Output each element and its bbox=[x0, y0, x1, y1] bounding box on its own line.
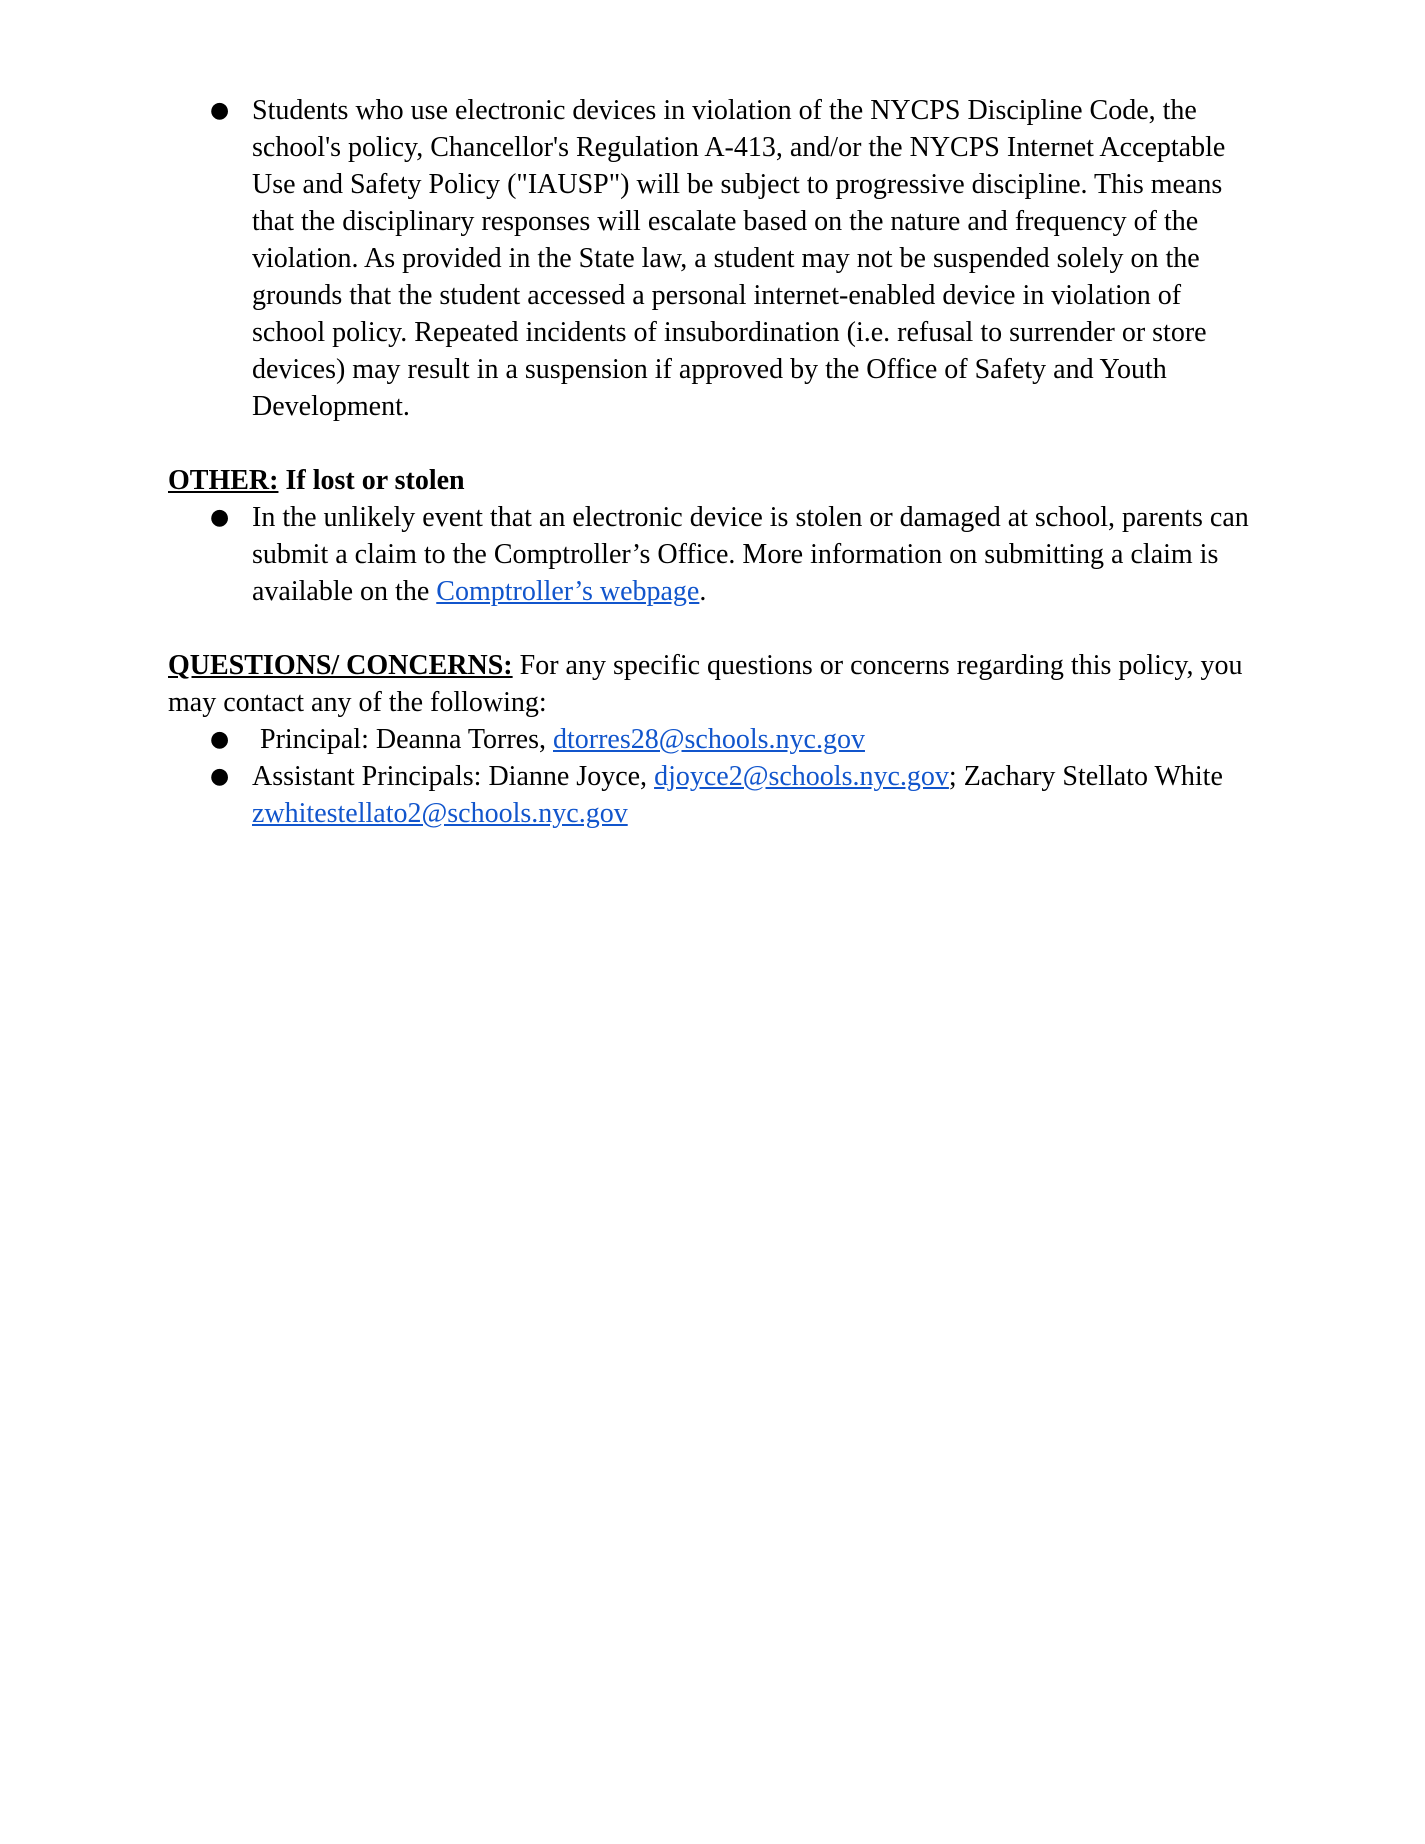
questions-label: QUESTIONS/ CONCERNS: bbox=[168, 650, 513, 681]
contact-prefix: Assistant Principals: Dianne Joyce, bbox=[252, 761, 655, 792]
other-text: In the unlikely event that an electronic device is stolen or damaged at school, parents can submit a claim to the Comptroller’s Office. More information on submitting a claim is available on the bbox=[252, 502, 1249, 607]
contact-prefix: Principal: Deanna Torres, bbox=[260, 724, 553, 755]
spacer bbox=[168, 610, 1258, 647]
spacer bbox=[168, 425, 1258, 462]
questions-paragraph bbox=[168, 647, 1258, 721]
contact-item-assistant-principals bbox=[168, 758, 1258, 832]
bullet-icon: ● bbox=[210, 727, 230, 752]
other-heading bbox=[168, 462, 1258, 499]
contacts-list bbox=[168, 721, 1258, 832]
list-item bbox=[168, 92, 1258, 425]
other-text-end: . bbox=[699, 576, 707, 607]
contact-item-principal bbox=[168, 721, 1258, 758]
principal-email-link[interactable]: dtorres28@schools.nyc.gov bbox=[553, 724, 865, 755]
discipline-text: Students who use electronic devices in violation of the NYCPS Discipline Code, the school's policy, Chancellor's Regulation A-413, and/or the NYCPS Internet Acceptable Use and Safety Policy ("IAUSP") will be subject to progressive discipline. This means that the disciplinary responses will escalate based on the nature and frequency of the violation. As provided in the State law, a student may not be suspended solely on the grounds that the student accessed a personal internet-enabled device in violation of school policy. Repeated incidents of insubordination (i.e. refusal to surrender or store devices) may result in a suspension if approved by the Office of Safety and Youth Development. bbox=[252, 95, 1226, 422]
questions-text: For any specific questions or concerns regarding this policy, you may contact any of the following: bbox=[168, 650, 1243, 718]
bullet-icon: ● bbox=[210, 764, 230, 789]
assistant-principal-email-link[interactable]: djoyce2@schools.nyc.gov bbox=[654, 761, 949, 792]
list-item bbox=[168, 499, 1258, 610]
contact-middle: ; Zachary Stellato White bbox=[948, 761, 1223, 792]
other-list bbox=[168, 499, 1258, 610]
bullet-icon: ● bbox=[210, 505, 230, 530]
comptroller-webpage-link[interactable]: Comptroller’s webpage bbox=[436, 576, 700, 607]
assistant-principal-2-email-link[interactable]: zwhitestellato2@schools.nyc.gov bbox=[252, 798, 628, 829]
other-title: If lost or stolen bbox=[278, 465, 465, 496]
bullet-icon: ● bbox=[210, 98, 230, 123]
other-label: OTHER: bbox=[168, 465, 279, 496]
discipline-list bbox=[168, 92, 1258, 425]
document-page bbox=[168, 92, 1258, 832]
